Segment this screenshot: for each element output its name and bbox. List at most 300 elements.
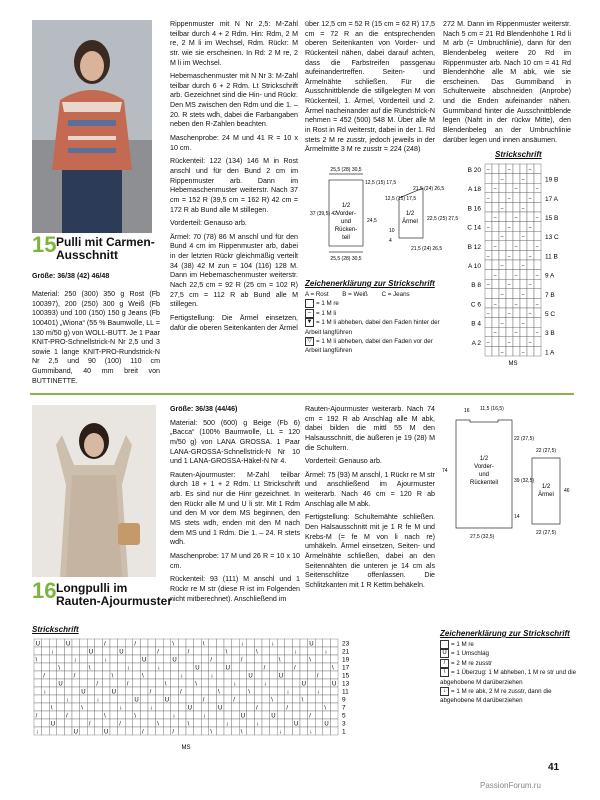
schematic-15 <box>305 160 459 265</box>
chart15-cell <box>485 346 492 356</box>
chart16-cell <box>64 679 72 687</box>
chart16-symbol: U <box>66 641 71 648</box>
svg-text:22 (27,5): 22 (27,5) <box>514 436 535 442</box>
chart16-cell <box>80 671 88 679</box>
chart16-symbol: / <box>157 649 159 656</box>
chart16-symbol: / <box>88 721 91 728</box>
chart16-cell <box>57 727 65 735</box>
chart16-symbol: U <box>50 721 56 728</box>
chart16-cell <box>178 639 186 647</box>
chart15-cell <box>520 327 527 337</box>
chart16-symbol: \ <box>164 681 167 688</box>
chart16-cell <box>178 719 186 727</box>
chart16-symbol: ↓ <box>35 729 39 736</box>
chart16-cell <box>292 727 300 735</box>
chart16-symbol: \ <box>81 705 83 712</box>
chart16-cell <box>133 703 141 711</box>
chart16-cell <box>186 663 194 671</box>
chart16-symbol: \ <box>50 705 53 712</box>
chart15-symbol: – <box>493 215 497 221</box>
chart16-cell <box>330 671 338 679</box>
chart16-cell <box>49 687 57 695</box>
chart16-cell <box>247 711 255 719</box>
chart16-cell <box>232 639 240 647</box>
chart16-cell <box>300 727 308 735</box>
chart16-cell <box>87 695 95 703</box>
chart16-cell <box>64 663 72 671</box>
chart16-cell <box>201 687 209 695</box>
chart16-cell <box>194 671 202 679</box>
chart16-symbol: \ <box>187 721 190 728</box>
chart15-left-label: B 8 <box>471 282 481 290</box>
chart16-cell <box>330 687 338 695</box>
chart16-symbol: ↓ <box>294 649 297 656</box>
chart15-symbol: – <box>514 186 518 193</box>
svg-text:Vorder-: Vorder- <box>336 211 356 217</box>
chart16-cell <box>254 663 262 671</box>
chart16-symbol: ↓ <box>202 713 206 720</box>
chart16-cell <box>285 671 293 679</box>
chart16-cell <box>163 647 171 655</box>
chart16-row-number: 17 <box>342 664 350 672</box>
chart16-cell <box>300 719 308 727</box>
chart16-cell <box>285 639 293 647</box>
chart15-symbol: – <box>521 349 525 356</box>
chart16-cell <box>80 727 88 735</box>
chart16-cell <box>72 695 80 703</box>
chart16-cell <box>292 703 300 711</box>
chart16-cell <box>201 703 209 711</box>
chart16-symbol: U <box>294 721 299 728</box>
chart15-ms-label: MS <box>508 361 518 367</box>
chart16-cell <box>148 727 156 735</box>
chart16-cell <box>247 719 255 727</box>
chart16-cell <box>315 647 323 655</box>
chart15-right-label: 1 A <box>545 349 555 357</box>
chart15-cell <box>527 298 534 308</box>
chart16-cell <box>216 639 224 647</box>
chart16-cell <box>262 727 270 735</box>
chart16-symbol: U <box>58 681 63 688</box>
chart16-cell <box>285 727 293 735</box>
chart15-symbol: – <box>493 330 497 337</box>
chart16-cell <box>118 671 126 679</box>
chart15-symbol: – <box>500 320 504 327</box>
chart15-cell <box>485 298 492 308</box>
chart16-cell <box>34 663 42 671</box>
chart15-cell <box>499 212 506 222</box>
chart16-cell <box>285 695 293 703</box>
chart15-symbol: – <box>486 311 490 317</box>
chart16-cell <box>308 719 316 727</box>
chart15-symbol: – <box>528 224 532 231</box>
chart15-cell <box>492 222 499 232</box>
chart15-symbol: – <box>535 186 539 193</box>
chart15-cell <box>527 183 534 193</box>
chart15-symbol: – <box>500 234 504 241</box>
chart16-cell <box>95 687 103 695</box>
chart15-symbol: – <box>486 282 490 289</box>
chart16-row-number: 9 <box>342 696 346 704</box>
chart16-cell <box>95 703 103 711</box>
chart16-row-number: 11 <box>342 688 349 696</box>
chart16-cell <box>323 687 331 695</box>
chart16-cell <box>262 671 270 679</box>
chart15-cell <box>513 174 520 184</box>
chart15-cell <box>513 164 520 174</box>
chart16-cell <box>102 687 110 695</box>
chart16-cell <box>186 671 194 679</box>
chart16-cell <box>171 679 179 687</box>
chart16-symbol: \ <box>278 657 281 664</box>
chart16-cell <box>300 655 308 663</box>
chart16-cell <box>110 703 118 711</box>
chart16-cell <box>95 655 103 663</box>
chart16-cell <box>292 695 300 703</box>
chart16-cell <box>270 647 278 655</box>
chart15-cell <box>499 183 506 193</box>
chart16-cell <box>171 663 179 671</box>
chart15-symbol: – <box>507 339 511 346</box>
chart16-cell <box>118 679 126 687</box>
chart16-cell <box>308 687 316 695</box>
chart15-symbol: – <box>535 272 539 279</box>
chart15-cell <box>485 212 492 222</box>
chart15-cell <box>485 327 492 337</box>
chart16-cell <box>292 671 300 679</box>
chart16-cell <box>42 711 50 719</box>
chart16-cell <box>125 703 133 711</box>
chart15-symbol: – <box>507 311 511 317</box>
chart16-cell <box>125 655 133 663</box>
chart15-cell <box>492 250 499 260</box>
chart16-symbol: \ <box>104 713 106 720</box>
chart16-cell <box>148 655 156 663</box>
chart16-cell <box>95 711 103 719</box>
chart15-cell <box>520 212 527 222</box>
chart15-symbol: – <box>507 253 511 260</box>
chart16-cell <box>125 695 133 703</box>
chart16-cell <box>216 719 224 727</box>
chart15-symbol: – <box>521 263 525 269</box>
chart16-row-number: 5 <box>342 712 346 720</box>
chart16-cell <box>125 727 133 735</box>
chart16-cell <box>148 695 156 703</box>
chart16-cell <box>194 647 202 655</box>
chart16-cell <box>330 727 338 735</box>
chart16-cell <box>270 671 278 679</box>
chart16-cell <box>72 719 80 727</box>
chart16-cell <box>194 695 202 703</box>
chart16-symbol: U <box>35 641 40 648</box>
chart16-cell <box>80 655 88 663</box>
chart16-cell <box>292 655 300 663</box>
chart16-symbol: / <box>263 665 266 672</box>
svg-text:Rücken-: Rücken- <box>334 227 358 233</box>
chart15-symbol: – <box>507 282 511 289</box>
chart16-cell <box>125 719 133 727</box>
chart16-cell <box>186 727 194 735</box>
chart16-symbol: \ <box>210 729 213 736</box>
chart16-cell <box>209 703 217 711</box>
section-divider <box>30 393 574 395</box>
chart16-cell <box>277 711 285 719</box>
chart16-cell <box>49 727 57 735</box>
chart16-cell <box>216 663 224 671</box>
chart15-cell <box>534 193 541 203</box>
chart16-cell <box>80 663 88 671</box>
chart16-symbol: \ <box>195 681 197 688</box>
chart16-cell <box>186 679 194 687</box>
chart16-cell <box>239 703 247 711</box>
chart16-symbol: / <box>126 681 129 688</box>
chart15-symbol: – <box>514 330 518 337</box>
chart15-cell <box>527 327 534 337</box>
chart16-cell <box>87 727 95 735</box>
chart15-symbol: – <box>528 311 532 317</box>
chart16-cell <box>133 727 141 735</box>
chart16-cell <box>323 671 331 679</box>
chart16-symbol: ↓ <box>271 641 275 648</box>
chart16-cell <box>102 695 110 703</box>
chart16-cell <box>330 719 338 727</box>
chart16-symbol: \ <box>157 721 159 728</box>
chart16-symbol: U <box>119 649 124 656</box>
chart15-cell <box>485 231 492 241</box>
chart16-symbol: / <box>180 689 182 696</box>
chart15-cell <box>534 231 541 241</box>
chart15-cell <box>492 164 499 174</box>
chart16-cell <box>34 703 42 711</box>
svg-text:74: 74 <box>442 468 448 474</box>
chart15-symbol: – <box>507 167 511 173</box>
chart16-symbol: \ <box>324 705 327 712</box>
chart16-row-number: 1 <box>342 728 346 736</box>
chart16-symbol: U <box>225 665 230 672</box>
chart16-cell <box>201 663 209 671</box>
chart15-cell <box>506 346 513 356</box>
svg-text:Ärmel: Ärmel <box>538 492 554 498</box>
chart15-cell <box>492 260 499 270</box>
chart15-symbol: – <box>514 301 518 308</box>
chart16-symbol: / <box>256 705 258 712</box>
chart16-cell <box>171 647 179 655</box>
chart16-cell <box>178 711 186 719</box>
chart16-cell <box>110 639 118 647</box>
chart15-cell <box>513 318 520 328</box>
chart16-cell <box>224 679 232 687</box>
chart15-cell <box>499 270 506 280</box>
chart16-cell <box>194 711 202 719</box>
chart16-cell <box>232 671 240 679</box>
chart15-cell <box>499 222 506 232</box>
chart15-cell <box>492 174 499 184</box>
knitting-chart-15: Strickschrift – – – – – – – – – – – – – – – – – – – – – – – – – – – – – – – – – – – – – – – – – – – – – – – – – – – – – B 20 A 18 B 16 C 14 B 12 A 10 B 8 C 6 B 4 A 2 19 B 17 A 15 B 13 C 11 B 9 A 7 B 5 C 3 B 1 A MS <box>467 150 559 367</box>
chart16-cell <box>216 655 224 663</box>
chart16-cell <box>133 679 141 687</box>
chart16-symbol: / <box>73 673 76 680</box>
chart16-cell <box>163 687 171 695</box>
chart16-cell <box>72 663 80 671</box>
schematic-16 <box>440 400 580 550</box>
chart15-cell <box>534 164 541 174</box>
chart15-cell <box>485 241 492 251</box>
chart16-cell <box>72 687 80 695</box>
chart16-cell <box>330 703 338 711</box>
chart16-cell <box>140 711 148 719</box>
chart16-cell <box>277 663 285 671</box>
chart16-symbol: \ <box>111 673 114 680</box>
chart15-symbol: – <box>535 330 539 337</box>
chart15-symbol: – <box>500 176 504 183</box>
chart16-cell <box>110 679 118 687</box>
chart15-symbol: – <box>521 291 525 298</box>
chart15-left-label: B 12 <box>467 243 481 251</box>
chart16-row-number: 3 <box>342 720 346 728</box>
svg-text:24,5: 24,5 <box>367 218 377 224</box>
chart16-cell <box>186 687 194 695</box>
chart16-cell <box>224 711 232 719</box>
chart15-cell <box>513 289 520 299</box>
chart15-cell <box>534 250 541 260</box>
chart15-cell <box>506 270 513 280</box>
chart16-cell <box>285 679 293 687</box>
chart16-cell <box>232 663 240 671</box>
chart16-cell <box>186 711 194 719</box>
chart16-cell <box>57 647 65 655</box>
chart16-cell <box>156 655 164 663</box>
chart15-cell <box>492 289 499 299</box>
chart16-cell <box>118 639 126 647</box>
chart16-cell <box>232 703 240 711</box>
chart16-cell <box>57 711 65 719</box>
chart15-cell <box>520 193 527 203</box>
chart15-left-label: C 6 <box>470 301 481 309</box>
chart15-right-label: 11 B <box>545 253 558 261</box>
chart16-cell <box>194 727 202 735</box>
chart16-symbol: \ <box>218 689 220 696</box>
chart16-symbol: / <box>210 657 213 664</box>
chart16-cell <box>140 647 148 655</box>
chart16-cell <box>42 695 50 703</box>
chart16-cell <box>262 647 270 655</box>
chart15-cell <box>520 308 527 318</box>
chart15-cell <box>534 337 541 347</box>
chart16-cell <box>300 671 308 679</box>
page-number: 41 <box>548 762 560 773</box>
chart15-cell <box>499 298 506 308</box>
chart16-cell <box>224 727 232 735</box>
schematic-15-main-label: 1/2 <box>341 203 351 209</box>
chart16-cell <box>285 711 293 719</box>
chart16-cell <box>42 703 50 711</box>
chart16-symbol: ↓ <box>286 689 290 696</box>
chart16-cell <box>209 695 217 703</box>
chart16-cell <box>300 687 308 695</box>
pattern-title-16: Longpulli im Rauten-Ajourmuster <box>56 581 173 609</box>
chart16-cell <box>64 727 72 735</box>
chart15-cell <box>520 250 527 260</box>
chart16-cell <box>262 639 270 647</box>
chart15-right-label: 7 B <box>545 291 555 299</box>
chart15-cell <box>513 250 520 260</box>
chart16-cell <box>194 655 202 663</box>
chart16-cell <box>216 679 224 687</box>
chart15-cell <box>534 202 541 212</box>
chart16-cell <box>140 719 148 727</box>
chart16-cell <box>34 719 42 727</box>
chart16-cell <box>140 639 148 647</box>
chart16-symbol: \ <box>271 697 273 704</box>
chart16-ms-label: MS <box>181 745 191 751</box>
chart16-cell <box>110 711 118 719</box>
model-photo-16 <box>32 405 156 577</box>
chart16-cell <box>247 679 255 687</box>
chart16-cell <box>171 695 179 703</box>
chart16-cell <box>49 711 57 719</box>
chart15-cell <box>520 279 527 289</box>
chart16-symbol: \ <box>58 665 61 672</box>
chart16-cell <box>110 647 118 655</box>
chart15-symbol: – <box>528 253 532 260</box>
chart15-cell <box>513 202 520 212</box>
chart16-cell <box>254 687 262 695</box>
chart16-cell <box>247 639 255 647</box>
chart16-cell <box>57 655 65 663</box>
chart16-cell <box>156 727 164 735</box>
chart16-cell <box>315 719 323 727</box>
chart15-symbol: – <box>535 301 539 308</box>
chart15-cell <box>520 222 527 232</box>
chart16-cell <box>57 639 65 647</box>
chart15-right-label: 15 B <box>545 215 559 222</box>
chart15-cell <box>506 202 513 212</box>
chart15-symbol: – <box>486 195 490 202</box>
instructions-16-col3: Rauten-Ajourmuster weiterarb. Nach 74 cm = 192 R ab Anschlag alle M abk, dabei bilden die mittl 55 M den Halsausschnitt, die äußeren je 19 (28) M die Schultern. Vorderteil: Genauso arb. Ärmel: 75 (93) M anschl, 1 Rückr re M str und anschließend im Ajourmuster weiterarb. Nach 46 cm = 120 R ab Anschlag alle M abk. Fertigstellung: Schultemähte schließen. Den Halsausschnitt mit je 1 R fe M und Krebs-M (= fe M von li nach re) umhäkeln. Ärmel einsetzen, Seiten- und Ärmelnähte schließen, dabei an den Seitennähten die unteren je 14 cm als Seitenschlitze offenlassen. Die Schlitzkanten mit 1 R Kettm behäkeln. <box>305 405 435 589</box>
chart16-cell <box>80 639 88 647</box>
chart16-cell <box>156 687 164 695</box>
chart16-symbol: ↓ <box>316 689 320 696</box>
chart16-row-number: 21 <box>342 648 350 656</box>
chart16-symbol: / <box>35 713 38 720</box>
model-photo-15 <box>32 20 152 233</box>
material-15: Material: 250 (300) 350 g Rost (Fb 100397), 200 (250) 300 g Weiß (Fb 100393) und 100 (150) 150 g Jeans (Fb 100401) „Wiona“ (55 % Baumwolle, LL = 130 m/50 g) von WOLL-BUTT. Je 1 Paar KNIT-PRO-Schnellstrick-N Nr 2,5 und 3 sowie 1 lange KNIT-PRO-Rundstrick-N Nr 2,5 und 90 (100) 110 cm Gummiband, 40 mm breit von BUTTINETTE. <box>32 290 160 385</box>
chart16-symbol: U <box>187 705 192 712</box>
chart16-cell <box>156 639 164 647</box>
chart16-cell <box>49 679 57 687</box>
pattern-number-16: 16 <box>32 578 57 603</box>
chart15-cell <box>534 346 541 356</box>
chart16-row-number: 13 <box>342 680 350 688</box>
chart16-symbol: ↓ <box>256 721 259 728</box>
chart15-cell <box>506 289 513 299</box>
chart16-cell <box>277 639 285 647</box>
chart15-cell <box>527 231 534 241</box>
chart16-symbol: ↓ <box>263 681 267 688</box>
chart16-cell <box>194 639 202 647</box>
legend-15: Zeichenerklärung zur Strickschrift A = Rost B = Weiß C = Jeans = 1 M re – = 1 M li ▼ = 1 M li abheben, dabei den Faden hinter der Arbeit langführen ▽ = 1 M li abheben, dabei den Faden vor der Arbeit langführen <box>305 279 440 355</box>
svg-text:1/2: 1/2 <box>541 484 551 490</box>
chart16-symbol: ↓ <box>225 721 229 728</box>
chart16-cell <box>133 687 141 695</box>
chart16-cell <box>232 687 240 695</box>
chart16-cell <box>232 647 240 655</box>
watermark: PassionForum.ru <box>480 781 541 790</box>
chart15-left-label: B 16 <box>467 205 481 213</box>
chart16-symbol: U <box>248 673 253 680</box>
chart16-cell <box>262 695 270 703</box>
chart16-cell <box>224 655 232 663</box>
